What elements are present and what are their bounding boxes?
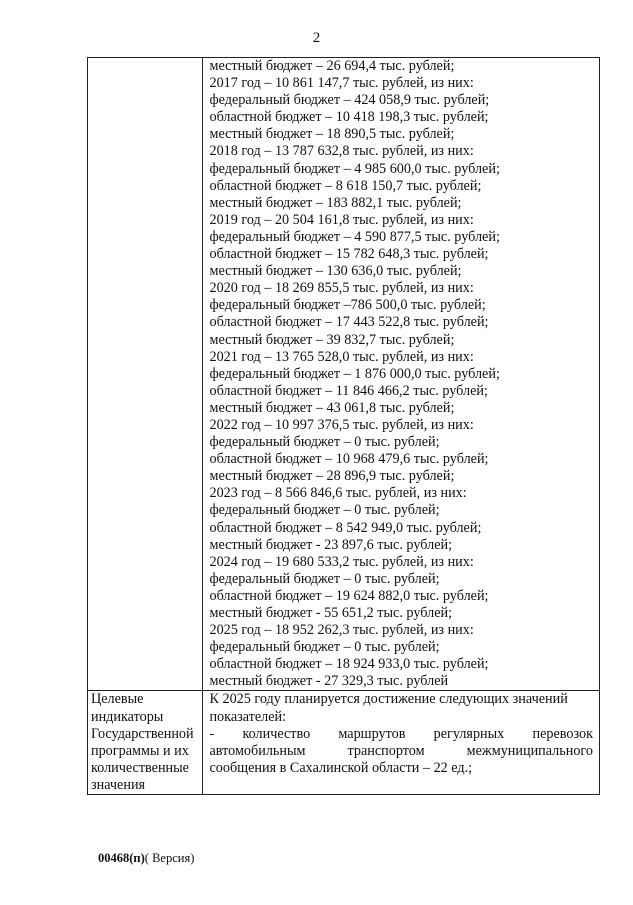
budget-line: 2022 год – 10 997 376,5 тыс. рублей, из них: [209,416,474,433]
budget-line: областной бюджет – 19 624 882,0 тыс. рублей; [209,587,489,604]
budget-line: местный бюджет – 43 061,8 тыс. рублей; [209,399,455,416]
indicator-word: транспортом [347,742,425,759]
funding-values-cell [203,58,600,691]
funding-row [88,58,600,691]
budget-line: федеральный бюджет – 4 590 877,5 тыс. рублей; [209,228,500,245]
budget-line: областной бюджет – 17 443 522,8 тыс. рублей; [209,314,489,331]
budget-line: местный бюджет – 26 694,4 тыс. рублей; [209,58,455,74]
indicators-label-line: программы и их [91,742,189,759]
budget-line: местный бюджет – 130 636,0 тыс. рублей; [209,263,462,280]
budget-line: областной бюджет – 11 846 466,2 тыс. рублей; [209,382,488,399]
budget-line: 2025 год – 18 952 262,3 тыс. рублей, из них: [209,622,474,639]
indicators-label-line: индикаторы [91,708,164,725]
budget-line: областной бюджет – 10 418 198,3 тыс. рублей; [209,109,489,126]
indicators-intro-line2: показателей: [209,708,287,725]
page-number: 2 [312,30,321,46]
budget-line: федеральный бюджет – 0 тыс. рублей; [209,570,440,587]
funding-label-cell [88,58,203,691]
budget-line: федеральный бюджет – 1 876 000,0 тыс. рублей; [209,365,500,382]
indicator-word: межмуниципального [466,742,593,759]
indicators-intro-line1 [209,691,593,708]
budget-line: 2017 год – 10 861 147,7 тыс. рублей, из них: [209,75,474,92]
program-passport-table [87,57,600,795]
indicators-text-cell [203,691,600,795]
budget-line: областной бюджет – 18 924 933,0 тыс. рублей; [209,656,489,673]
indicator-item-line1 [209,726,593,743]
budget-line: местный бюджет - 27 329,3 тыс. рублей [209,673,449,690]
budget-line: областной бюджет – 15 782 648,3 тыс. рублей; [209,246,489,263]
indicator-word: - [209,725,215,742]
budget-line: областной бюджет – 8 618 150,7 тыс. рублей; [209,177,482,194]
indicator-item-line2 [209,743,593,760]
budget-line: федеральный бюджет –786 500,0 тыс. рублей; [209,297,486,314]
budget-line: местный бюджет - 23 897,6 тыс. рублей; [209,536,453,553]
budget-line: областной бюджет – 10 968 479,6 тыс. рублей; [209,451,489,468]
indicators-label-line: Государственной [91,725,194,742]
budget-line: 2023 год – 8 566 846,6 тыс. рублей, из них: [209,485,467,502]
budget-line: областной бюджет – 8 542 949,0 тыс. рублей; [209,519,482,536]
budget-line: 2018 год – 13 787 632,8 тыс. рублей, из них: [209,143,474,160]
document-code-number: 00468(п) [98,851,145,865]
indicators-row [88,691,600,795]
indicator-word: маршрутов [338,725,406,742]
indicator-item-line3: сообщения в Сахалинской области – 22 ед.; [209,759,473,776]
indicator-word: регулярных [433,725,505,742]
budget-line: федеральный бюджет – 0 тыс. рублей; [209,434,440,451]
budget-line: федеральный бюджет – 0 тыс. рублей; [209,639,440,656]
budget-line: федеральный бюджет – 0 тыс. рублей; [209,502,440,519]
budget-line: 2021 год – 13 765 528,0 тыс. рублей, из них: [209,348,474,365]
indicators-label-line: значения [91,776,146,793]
indicators-label-line: количественные [91,759,189,776]
budget-line: местный бюджет - 55 651,2 тыс. рублей; [209,605,453,621]
indicator-word: перевозок [532,725,593,742]
budget-line: местный бюджет – 18 890,5 тыс. рублей; [209,126,455,143]
intro-text-1: К 2025 году планируется достижение следующих значений [209,691,568,708]
document-code [98,851,194,866]
budget-line: федеральный бюджет – 4 985 600,0 тыс. рублей; [209,160,500,177]
indicator-word: количество [242,725,311,742]
budget-line: 2020 год – 18 269 855,5 тыс. рублей, из них: [209,280,474,297]
budget-line: федеральный бюджет – 424 058,9 тыс. рублей; [209,92,490,109]
indicator-word: автомобильным [209,742,306,759]
document-code-version: ( Версия) [144,851,195,865]
budget-line: местный бюджет – 28 896,9 тыс. рублей; [209,468,455,485]
budget-line: 2019 год – 20 504 161,8 тыс. рублей, из них: [209,211,474,228]
budget-line: 2024 год – 19 680 533,2 тыс. рублей, из них: [209,553,474,570]
indicators-label-line: Целевые [91,691,144,708]
budget-line: местный бюджет – 183 882,1 тыс. рублей; [209,194,462,211]
indicators-label-cell [88,691,203,795]
budget-line: местный бюджет – 39 832,7 тыс. рублей; [209,331,455,348]
